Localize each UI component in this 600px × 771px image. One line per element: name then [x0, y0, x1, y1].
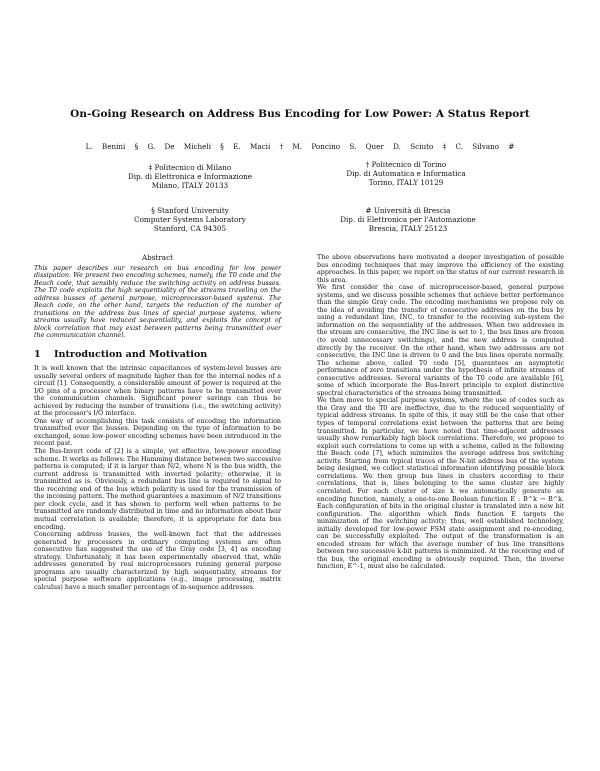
affiliation-line: Stanford, CA 94305 [153, 224, 227, 234]
paragraph: One way of accomplishing this task consists of encoding the information transmitted over the busses. Depending on the type of information to be exchanged, some low-power encoding schemes have been introduced in the recent past. [34, 417, 281, 448]
affiliation-line: † Politecnico di Torino [365, 160, 447, 169]
affiliation-torino [336, 160, 476, 188]
affiliation-line: Torino, ITALY 10129 [368, 178, 444, 188]
paragraph: The above observations have motivated a deeper investigation of possible bus encoding techniques that may improve the efficiency of the existing approaches. In this paper, we report on the status of our current research in this area. [317, 254, 564, 284]
section-title: Introduction and Motivation [54, 349, 208, 361]
section-number: 1 [34, 349, 41, 361]
paragraph: It is well known that the intrinsic capacitances of system-level busses are usually several orders of magnitude higher than for the internal nodes of a circuit [1]. Consequently, a considerable amount of power is required at the I/O pins of a processor when binary patterns have to be transmitted over the communication channels. Significant power savings can thus be achieved by reducing the number of transitions (i.e., the switching activity) at the processor's I/O interface. [34, 365, 281, 418]
author-list: L. Benini § G. De Micheli § E. Macii † M. Poncino S. Quer D. Sciuto ‡ C. Silvano # [85, 142, 515, 151]
affiliation-brescia [330, 206, 486, 234]
affiliation-line: Computer Systems Laboratory [134, 215, 246, 225]
affiliation-line: § Stanford University [151, 206, 229, 215]
abstract-heading: Abstract [141, 253, 173, 262]
affiliation-line: ‡ Politecnico di Milano [148, 163, 232, 172]
affiliation-line: Milano, ITALY 20133 [151, 181, 229, 191]
left-column [34, 254, 281, 591]
paragraph: The Bus-Invert code of [2] is a simple, yet effective, low-power encoding scheme. It works as follows: The Hamming distance between two successive patterns is computed; if it is larger than N/2, where N is the bus width, the current address is transmitted with inverted polarity; otherwise, it is transmitted as is. Obviously, a redundant bus line is required to signal to the receiving end of the bus which polarity is used for the transmission of the incoming pattern. The method guarantees a maximum of N/2 transitions per clock cycle, and it has shown to perform well when patterns to be transmitted are randomly distributed in time and no information about their mutual correlation is available; therefore, it is appropriate for data bus encoding. [34, 448, 281, 531]
affiliation-line: Brescia, ITALY 25123 [368, 224, 448, 234]
paragraph: We then move to special purpose systems, where the use of codes such as the Gray and the T0 are ineffective, due to the reduced sequentiality of typical address streams. In spite of this, it may still be the case that other types of temporal correlations exist between the patterns that are being transmitted. In particular, we have noted that time-adjacent addresses usually show remarkably high block correlations. Therefore, we propose to exploit such correlations to come up with a scheme, called in the following the Beach code [7], which minimizes the average address bus switching activity. Starting from typical traces of the N-bit address bus of the system being designed, we collect statistical information identifying possible block correlations. We then group bus lines in clusters according to their correlations, that is, lines belonging to the same cluster are highly correlated. For each cluster of size k we automatically generate an encoding function, namely, a one-to-one Boolean function E : B^k → B^k. Each configuration of bits in the original cluster is translated into a new bit configuration. The algorithm which finds function E targets the minimization of the switching activity; thus, well established technology, initially developed for low-power FSM state assignment and re-encoding, can be successfully exploited. The output of the transformation is an encoded stream for which the average number of bus line transitions between two successive k-bit patterns is minimized. At the receiving end of the bus, the original encoding is obviously required. Then, the inverse function, E^-1, must also be calculated. [317, 397, 564, 571]
affiliation-milano [120, 163, 260, 191]
right-column [317, 254, 564, 571]
affiliation-line: Dip. di Elettronica per l'Automazione [340, 215, 476, 225]
affiliation-line: # Università di Brescia [365, 206, 451, 215]
abstract-text: This paper describes our research on bus encoding for low power dissipation. We present two encoding schemes, namely, the T0 code and the Beach code, that sensibly reduce the switching activity on address busses. The T0 code exploits the high sequentiality of the streams traveling on the address busses of general purpose, microprocessor-based systems. The Beach code, on the other hand, targets the reduction of the number of transitions on the address bus lines of special purpose systems, where streams usually have reduced sequentiality, and exploits the concept of block correlation that may exist between patterns being transmitted over the communication channel. [34, 264, 281, 340]
paragraph: We first consider the case of microprocessor-based, general purpose systems, and we discuss possible schemes that achieve better performance than the simple Gray code. The encoding mechanisms we propose rely on the idea of avoiding the transfer of consecutive addresses on the bus by using a redundant line, INC, to transfer to the receiving sub-system the information on the sequentiality of the addresses. When two addresses in the stream are consecutive, the INC line is set to 1, the bus lines are frozen (to avoid unnecessary switchings), and the new address is computed directly by the receiver. On the other hand, when two addresses are not consecutive, the INC line is driven to 0 and the bus lines operate normally. The scheme above, called T0 code [5], guarantees an asymptotic performance of zero transitions under the hypothesis of infinite streams of consecutive addresses. Several variants of the T0 code are available [6], some of which incorporate the Bus-Invert principle to exploit distinctive spectral characteristics of the streams being transmitted. [317, 284, 564, 397]
affiliation-line: Dip. di Elettronica e Informazione [127, 172, 253, 182]
affiliation-line: Dip. di Automatica e Informatica [346, 169, 466, 179]
paragraph: Concerning address busses, the well-known fact that the addresses generated by processors in ordinary computing systems are often consecutive has suggested the use of the Gray code [3, 4] as encoding strategy. Unfortunately, it has been experimentally observed that, while addresses generated by real microprocessors running general purpose programs are usually characterized by high sequentiality, streams for special purpose software applications (e.g., image processing, matrix calculus) have a much smaller percentage of in-sequence addresses. [34, 531, 281, 591]
affiliation-stanford [120, 206, 260, 234]
section-heading [34, 349, 281, 360]
paper-title: On-Going Research on Address Bus Encoding for Low Power: A Status Report [70, 108, 530, 120]
